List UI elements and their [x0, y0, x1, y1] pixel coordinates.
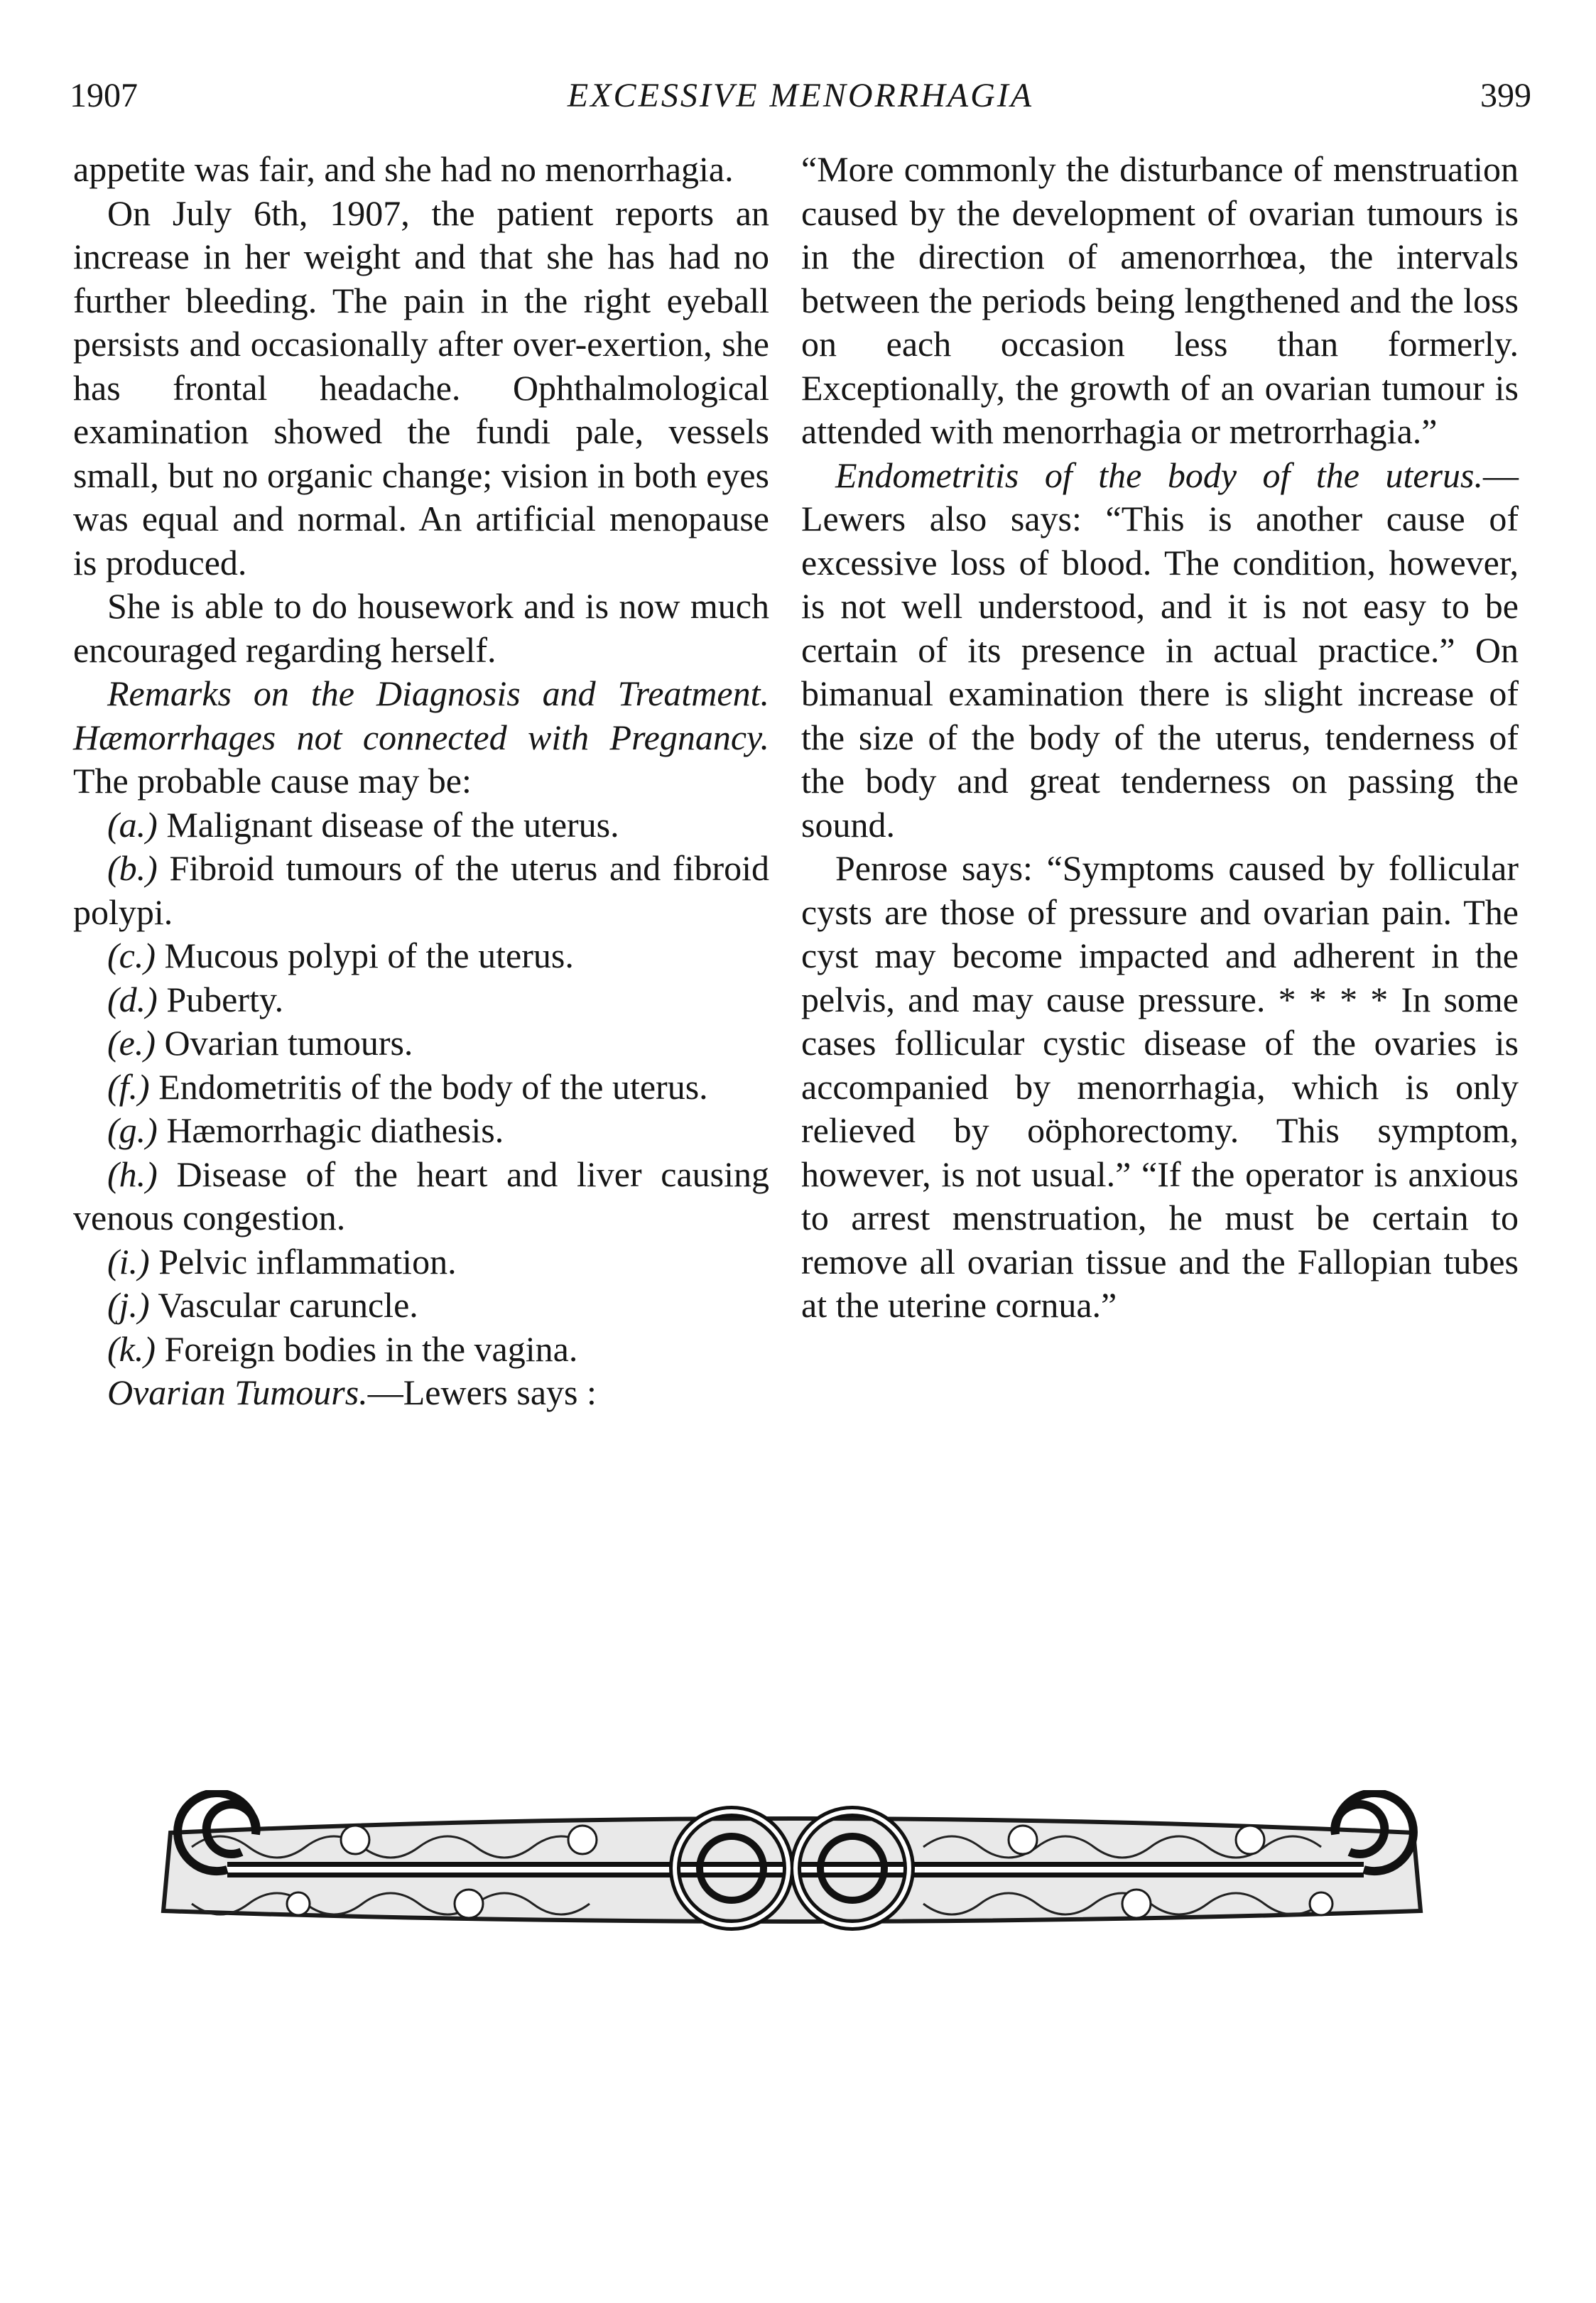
- paragraph-text: The probable cause may be:: [73, 761, 472, 801]
- list-item: [73, 1066, 769, 1110]
- list-item: [73, 1022, 769, 1066]
- list-letter: (g.): [107, 1110, 158, 1150]
- header-title: EXCESSIVE MENORRHAGIA: [567, 77, 1034, 114]
- paragraph: [73, 1371, 769, 1415]
- list-letter: (k.): [107, 1328, 156, 1369]
- list-letter: (e.): [107, 1023, 156, 1063]
- list-text: Foreign bodies in the vagina.: [164, 1328, 578, 1369]
- paragraph: Penrose says: “Symptoms caused by follicular cysts are those of pressure and ovarian pain. The cyst may become impacted and adherent in the pelvis, and may cause pressure. * * * * In some cases follicular cystic disease of the ovaries is accompanied by menorrhagia, which is only relieved by oöphorectomy. This symptom, however, is not usual.” “If the operator is anxious to arrest menstruation, he must be certain to remove all ovarian tissue and the Fallopian tubes at the uterine cornua.”: [801, 848, 1519, 1325]
- list-letter: (j.): [107, 1285, 150, 1325]
- list-item: [73, 1284, 769, 1328]
- list-item: [73, 847, 769, 934]
- left-column: [73, 148, 769, 1415]
- paragraph: [801, 454, 1519, 847]
- list-text: Pelvic inflammation.: [158, 1241, 457, 1281]
- list-letter: (c.): [107, 936, 156, 975]
- running-header: [70, 64, 1531, 128]
- paragraph-text: —Lewers says :: [367, 1372, 597, 1412]
- list-item: [73, 1109, 769, 1153]
- list-item: [73, 1328, 769, 1372]
- list-text: Endometritis of the body of the uterus.: [158, 1066, 708, 1107]
- paragraph: She is able to do housework and is now much encouraged regarding herself.: [73, 586, 769, 670]
- page-number: 399: [1480, 77, 1531, 114]
- decorative-tailpiece-ornament: [142, 1790, 1442, 1946]
- list-letter: (b.): [107, 848, 158, 888]
- section-heading: Remarks on the Diagnosis and Treatment. Hæmorrhages not connected with Pregnancy.: [73, 673, 769, 757]
- list-text: Ovarian tumours.: [164, 1023, 413, 1063]
- list-text: Disease of the heart and liver causing venous congestion.: [73, 1154, 769, 1237]
- section-heading: Ovarian Tumours.: [107, 1372, 368, 1412]
- list-text: Malignant disease of the uterus.: [166, 804, 619, 845]
- list-text: Vascular caruncle.: [158, 1285, 418, 1325]
- list-text: Mucous polypi of the uterus.: [164, 936, 574, 975]
- paragraph-text: —Lewers also says: “This is another cause of excessive loss of blood. The condition, however, is not well understood, and it is not easy to be certain of its presence in actual practice.” On bimanual examination there is slight increase of the size of the body of the uterus, tenderness of the body and great tenderness on passing the sound.: [801, 455, 1519, 845]
- list-letter: (d.): [107, 979, 158, 1019]
- list-item: [73, 934, 769, 978]
- list-item: [73, 803, 769, 847]
- list-text: Puberty.: [166, 979, 284, 1019]
- list-letter: (i.): [107, 1241, 150, 1281]
- list-item: [73, 978, 769, 1022]
- list-letter: (a.): [107, 804, 158, 845]
- header-year: 1907: [70, 77, 138, 114]
- cause-list: [73, 803, 769, 1372]
- paragraph: “More commonly the disturbance of menstruation caused by the development of ovarian tumours is in the direction of amenorrhœa, the intervals between the periods being lengthened and the loss on each occasion less than formerly. Exceptionally, the growth of an ovarian tumour is attended with menorrhagia or metrorrhagia.”: [801, 149, 1519, 451]
- list-letter: (h.): [107, 1154, 158, 1194]
- paragraph: On July 6th, 1907, the patient reports an increase in her weight and that she has had no further bleeding. The pain in the right eyeball persists and occasionally after over-exertion, she has frontal headache. Ophthalmological examination showed the fundi pale, vessels small, but no organic change; vision in both eyes was equal and normal. An artificial menopause is produced.: [73, 193, 769, 582]
- list-text: Hæmorrhagic diathesis.: [166, 1110, 504, 1150]
- list-letter: (f.): [107, 1066, 150, 1107]
- paragraph: [73, 672, 769, 803]
- section-heading: Endometritis of the body of the uterus.: [835, 455, 1483, 495]
- list-text: Fibroid tumours of the uterus and fibroid polypi.: [73, 848, 770, 932]
- paragraph: appetite was fair, and she had no menorrhagia.: [73, 149, 734, 189]
- list-item: [73, 1153, 769, 1240]
- right-column: [801, 148, 1519, 1328]
- list-item: [73, 1240, 769, 1284]
